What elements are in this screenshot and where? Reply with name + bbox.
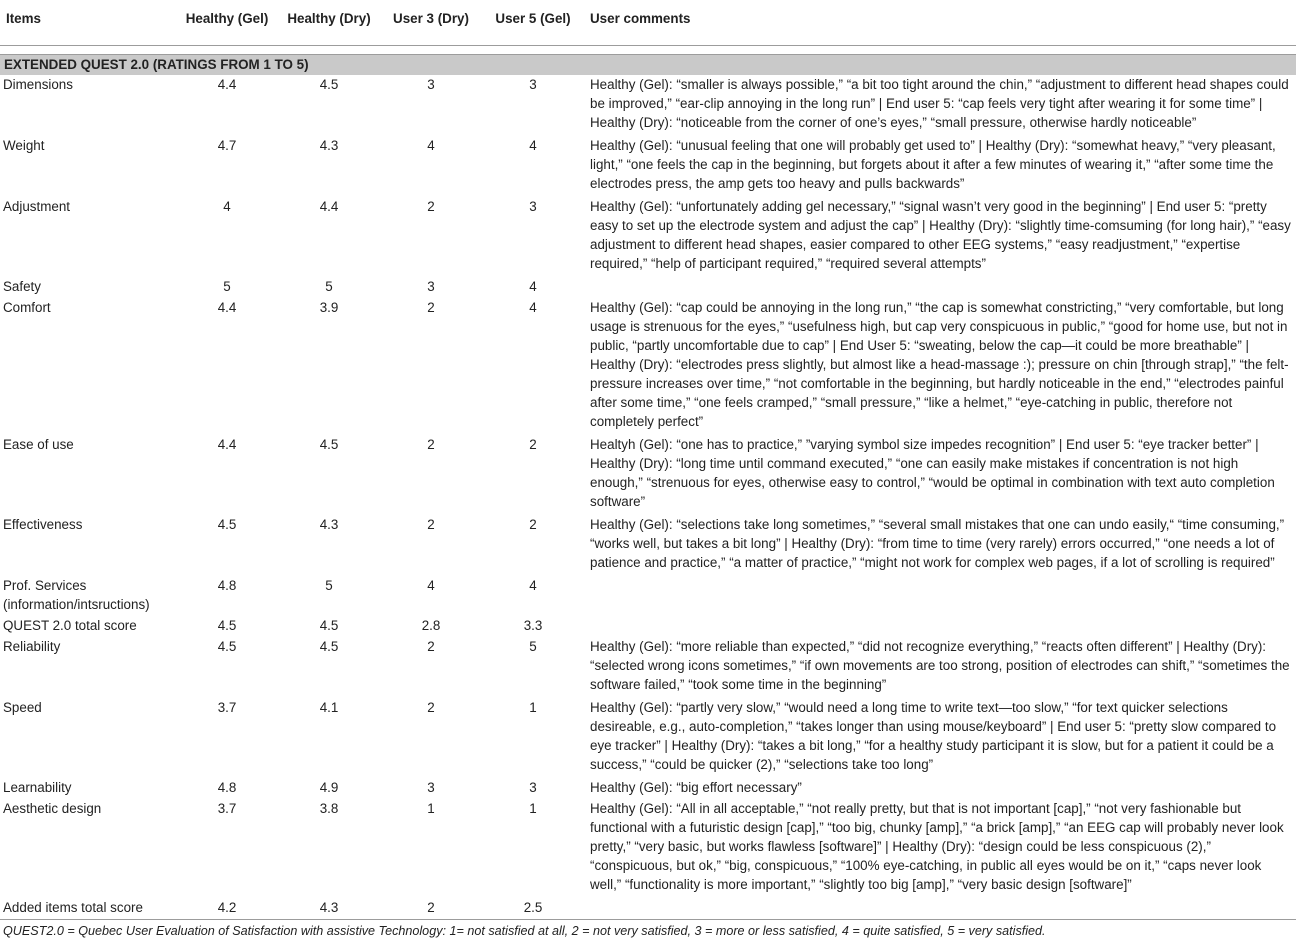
score-healthy-gel: 4.2 — [176, 898, 278, 920]
score-healthy-gel: 4.4 — [217, 437, 237, 452]
item-label: Adjustment — [3, 199, 70, 214]
table-row — [0, 778, 1296, 799]
user-comment: Healthy (Gel): “selections take long sometimes,” “several small mistakes that one can undo easily,“ “time consuming,” “works well, but takes a bit long” | Healthy (Dry): “from time to time (very rarely) errors occurred,” “one needs a lot of patience and practice,” “a matter of practice,” “might not work for complex web pages, if a lot of scrolling is required” — [590, 517, 1285, 570]
header-user3-dry: User 3 (Dry) — [380, 0, 482, 46]
score-healthy-dry: 5 — [325, 578, 333, 593]
table-row — [0, 136, 1296, 197]
table-row — [0, 637, 1296, 698]
item-label: Speed — [3, 700, 42, 715]
score-healthy-gel: 3.7 — [217, 801, 237, 816]
score-user5-gel: 3.3 — [523, 618, 543, 633]
header-user-comments: User comments — [584, 0, 1296, 46]
item-label: Dimensions — [3, 77, 73, 92]
score-user3-dry: 2.8 — [421, 618, 441, 633]
score-user3-dry: 2 — [427, 517, 435, 532]
user-comment: Healthy (Gel): “more reliable than expected,” “did not recognize everything,” “reacts often different” | Healthy (Dry): “selected wrong icons sometimes,” “if own movements are too strong, position of electrodes can shift,” “sometimes the software failed,” “took some time in the beginning” — [590, 639, 1290, 692]
item-label: Learnability — [3, 780, 72, 795]
score-healthy-dry: 4.1 — [319, 700, 339, 715]
item-label: Added items total score — [0, 898, 176, 920]
user-comment: Healthy (Gel): “big effort necessary” — [590, 780, 802, 795]
user-comment: Healthy (Gel): “partly very slow,” “would need a long time to write text—too slow,” “for text quicker selections desireable, e.g., auto-completion,” “takes longer than using mouse/keyboard” | End user 5: “pretty slow compared to eye tracker” | Healthy (Dry): “takes a bit long,” “for a healthy study participant it is slow, but for a patient it could be a success,” “could be quicker (2),” “selections take too long” — [590, 700, 1277, 772]
item-label: Prof. Services (information/intsructions) — [3, 578, 150, 612]
score-healthy-dry: 4.5 — [319, 77, 339, 92]
table-row — [0, 277, 1296, 298]
item-label: Effectiveness — [3, 517, 83, 532]
spacer-row — [0, 46, 1296, 55]
score-user5-gel: 4 — [529, 138, 537, 153]
item-label: Comfort — [3, 300, 51, 315]
user-comment: Healthy (Gel): “smaller is always possible,” “a bit too tight around the chin,” “adjustment to different head shapes could be improved,” “ear-clip annoying in the long run” | End user 5: “cap feels very tight after wearing it for some time” | Healthy (Dry): “noticeable from the corner of one’s eyes,” “small pressure, otherwise hardly noticeable” — [590, 77, 1289, 130]
score-user3-dry: 1 — [427, 801, 435, 816]
table-row — [0, 698, 1296, 778]
user-comment: Healthy (Gel): “cap could be annoying in the long run,” “the cap is somewhat constricting,” “very comfortable, but long usage is strenuous for the eyes,” “usefulness high, but cap very conspicuous in public,” “good for home use, but not in public, “partly uncomfortable due to cap” | End User 5: “sweating, below the cap—it could be more breathable” | Healthy (Dry): “electrodes press slightly, but almost like a head-massage :); pressure on chin [through strap],” “the felt-pressure increases over time,” “not comfortable in the beginning, but hardly noticeable in the end,” “electrodes painful after some time,” “one feels cramped,” “small pressure,” “like a helmet,” “eye-catching in public, therefore not completely perfect” — [590, 300, 1289, 429]
score-healthy-gel: 3.7 — [217, 700, 237, 715]
item-label: Weight — [3, 138, 45, 153]
table-row — [0, 197, 1296, 277]
item-label: QUEST 2.0 total score — [3, 618, 137, 633]
score-user5-gel: 4 — [529, 578, 537, 593]
score-user3-dry: 2 — [427, 300, 435, 315]
score-user3-dry: 3 — [427, 279, 435, 294]
score-healthy-gel: 4.5 — [217, 618, 237, 633]
score-user3-dry: 3 — [427, 780, 435, 795]
score-healthy-dry: 4.9 — [319, 780, 339, 795]
item-label: Reliability — [3, 639, 61, 654]
item-label: Safety — [3, 279, 41, 294]
score-healthy-dry: 3.9 — [319, 300, 339, 315]
score-healthy-gel: 4.7 — [217, 138, 237, 153]
header-healthy-gel: Healthy (Gel) — [176, 0, 278, 46]
table-row — [0, 799, 1296, 898]
user-comment: Healtyh (Gel): “one has to practice,” ”varying symbol size impedes recognition” | End user 5: “eye tracker better” | Healthy (Dry): “long time until command executed,” “one can easily make mistakes if concentration is not high enough,” “strenuous for eyes, otherwise easy to control,” “would be optimal in combination with text auto completion software” — [590, 437, 1275, 509]
score-user3-dry: 2 — [427, 639, 435, 654]
score-healthy-dry: 5 — [325, 279, 333, 294]
score-healthy-gel: 4.4 — [217, 300, 237, 315]
table-row — [0, 898, 1296, 920]
score-healthy-gel: 4.4 — [217, 77, 237, 92]
user-comment — [584, 576, 1296, 616]
table-row — [0, 298, 1296, 435]
table-footnote: QUEST2.0 = Quebec User Evaluation of Satisfaction with assistive Technology: 1= not satisfied at all, 2 = not very satisfied, 3 = more or less satisfied, 4 = quite satisfied, 5 = very satisfied. — [3, 924, 1046, 938]
table-row — [0, 616, 1296, 637]
header-healthy-dry: Healthy (Dry) — [278, 0, 380, 46]
item-label: Aesthetic design — [3, 801, 102, 816]
header-items: Items — [0, 0, 176, 46]
score-healthy-gel: 4.8 — [217, 578, 237, 593]
table-row — [0, 75, 1296, 136]
section-row — [0, 55, 1296, 76]
score-healthy-dry: 4.3 — [278, 898, 380, 920]
score-user5-gel: 3 — [529, 780, 537, 795]
score-user5-gel: 1 — [529, 801, 537, 816]
score-user5-gel: 2 — [529, 437, 537, 452]
score-healthy-dry: 4.3 — [319, 138, 339, 153]
score-healthy-gel: 4.8 — [217, 780, 237, 795]
score-user3-dry: 4 — [427, 138, 435, 153]
score-healthy-dry: 4.5 — [319, 639, 339, 654]
user-comment: Healthy (Gel): “All in all acceptable,” “not really pretty, but that is not important [cap],” “not very fashionable but functional with a futuristic design [cap],” “too big, chunky [amp],” “a brick [amp],” “an EEG cap will probably never look pretty,” “very basic, but works flawless [software]” | Healthy (Dry): “design could be less conspicuous (2),” “conspicuous, but ok,” “big, conspicuous,” “100% eye-catching, in public all eyes would be on it,” “caps never look well,” “functionality is more important,” “slightly too big [amp],” “very basic design [software]” — [590, 801, 1284, 892]
table-row — [0, 515, 1296, 576]
score-healthy-dry: 3.8 — [319, 801, 339, 816]
score-healthy-dry: 4.3 — [319, 517, 339, 532]
user-comment — [584, 898, 1296, 920]
score-user5-gel: 2.5 — [482, 898, 584, 920]
section-title: EXTENDED QUEST 2.0 (RATINGS FROM 1 TO 5) — [0, 55, 1296, 76]
score-user5-gel: 2 — [529, 517, 537, 532]
user-comment — [584, 277, 1296, 298]
user-comment: Healthy (Gel): “unusual feeling that one will probably get used to” | Healthy (Dry): “somewhat heavy,” “very pleasant, light,” “one feels the cap in the beginning, but forgets about it after a few minutes of wearing it,” “after some time the electrodes press, the amp gets too heavy and pulls backwards” — [590, 138, 1276, 191]
item-label: Ease of use — [3, 437, 74, 452]
score-user3-dry: 2 — [380, 898, 482, 920]
score-user3-dry: 4 — [427, 578, 435, 593]
score-user3-dry: 2 — [427, 437, 435, 452]
table-row — [0, 435, 1296, 515]
score-healthy-dry: 4.5 — [319, 618, 339, 633]
table-row — [0, 576, 1296, 616]
score-healthy-dry: 4.4 — [319, 199, 339, 214]
score-user5-gel: 4 — [529, 300, 537, 315]
score-healthy-gel: 4.5 — [217, 517, 237, 532]
score-user5-gel: 4 — [529, 279, 537, 294]
score-user5-gel: 3 — [529, 77, 537, 92]
score-user3-dry: 3 — [427, 77, 435, 92]
score-user5-gel: 3 — [529, 199, 537, 214]
score-healthy-gel: 4.5 — [217, 639, 237, 654]
header-row — [0, 0, 1296, 46]
score-healthy-gel: 4 — [223, 199, 231, 214]
user-comment — [584, 616, 1296, 637]
score-user5-gel: 5 — [529, 639, 537, 654]
header-user5-gel: User 5 (Gel) — [482, 0, 584, 46]
score-healthy-gel: 5 — [223, 279, 231, 294]
score-user5-gel: 1 — [529, 700, 537, 715]
score-user3-dry: 2 — [427, 700, 435, 715]
score-user3-dry: 2 — [427, 199, 435, 214]
user-comment: Healthy (Gel): “unfortunately adding gel necessary,” “signal wasn’t very good in the beginning” | End user 5: “pretty easy to set up the electrode system and adjust the cap” | Healthy (Dry): “slightly time-comsuming (for long hair),” “easy adjustment to different head shapes, easier compared to other EEG systems,” “easy readjustment,” “expertise required,” “help of participant required,” “required several attempts” — [590, 199, 1291, 271]
score-healthy-dry: 4.5 — [319, 437, 339, 452]
